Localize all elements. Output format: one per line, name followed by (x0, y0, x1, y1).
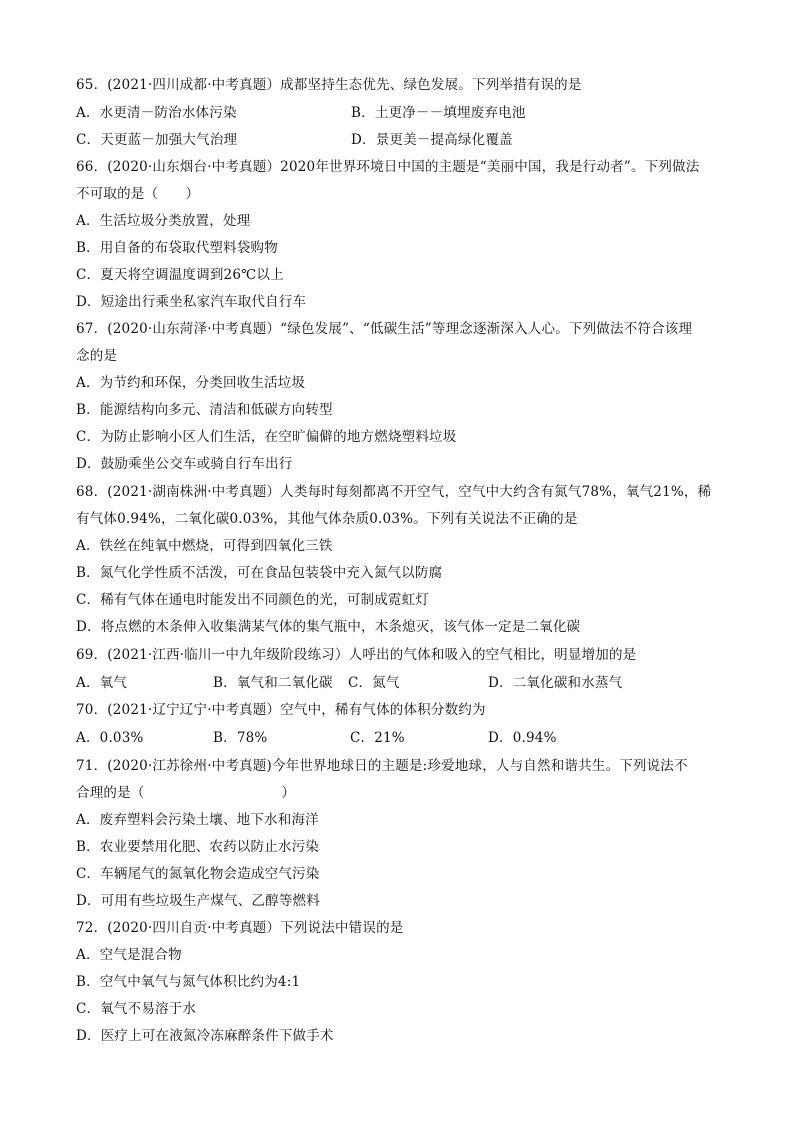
question-67-option-b: B．能源结构向多元、清洁和低碳方向转型 (76, 402, 333, 418)
question-65-stem: 65．(2021·四川成都·中考真题）成都坚持生态优先、绿色发展。下列举措有误的是 (76, 77, 582, 93)
question-65-options-row-1 (76, 102, 724, 124)
question-66-stem-line-2: 不可取的是（ ） (76, 186, 200, 202)
question-65-option-c: C．天更蓝－加强大气治理 (76, 132, 238, 148)
question-67-option-c: C．为防止影响小区人们生活，在空旷偏僻的地方燃烧塑料垃圾 (76, 429, 457, 445)
question-71-option-a: A．废弃塑料会污染土壤、地下水和海洋 (76, 812, 319, 828)
question-71-option-d: D．可用有些垃圾生产煤气、乙醇等燃料 (76, 893, 320, 909)
question-68-option-b: B．氮气化学性质不活泼，可在食品包装袋中充入氮气以防腐 (76, 565, 443, 581)
question-72-stem: 72．(2020·四川自贡·中考真题）下列说法中错误的是 (76, 920, 404, 936)
question-67-option-a: A．为节约和环保，分类回收生活垃圾 (76, 375, 306, 391)
question-69-option-b: B．氧气和二氧化碳 (213, 675, 333, 691)
question-71-option-c: C．车辆尾气的氮氧化物会造成空气污染 (76, 866, 320, 882)
question-69-options-row (76, 672, 724, 694)
question-70-stem: 70．(2021·辽宁辽宁·中考真题）空气中，稀有气体的体积分数约为 (76, 702, 486, 718)
question-69-option-a: A．氧气 (76, 675, 128, 691)
question-65-options-row-2 (76, 129, 724, 151)
question-65-option-d: D．景更美－提高绿化覆盖 (351, 132, 513, 148)
question-71-option-b: B．农业要禁用化肥、农药以防止水污染 (76, 839, 320, 855)
question-68-option-a: A．铁丝在纯氧中燃烧，可得到四氧化三铁 (76, 538, 333, 554)
question-67-option-d: D．鼓励乘坐公交车或骑自行车出行 (76, 456, 293, 472)
question-69-stem: 69．(2021·江西·临川一中九年级阶段练习）人呼出的气体和吸入的空气相比，明显增加的是 (76, 647, 637, 663)
question-67-stem-line-2: 念的是 (76, 348, 118, 364)
question-71-stem-line-1: 71．(2020·江苏徐州·中考真题)今年世界地球日的主题是:珍爱地球，人与自然和谐共生。下列说法不 (76, 758, 688, 774)
question-72-option-b: B．空气中氧气与氮气体积比约为4:1 (76, 974, 301, 990)
question-70-option-c: C．21% (350, 730, 405, 746)
question-72-option-c: C．氧气不易溶于水 (76, 1001, 197, 1017)
question-69-option-c: C．氮气 (348, 675, 400, 691)
question-66-option-a: A．生活垃圾分类放置，处理 (76, 213, 251, 229)
question-65-option-b: B．土更净－－填埋废弃电池 (351, 105, 526, 121)
question-66-option-d: D．短途出行乘坐私家汽车取代自行车 (76, 294, 307, 310)
question-65-option-a: A．水更清－防治水体污染 (76, 105, 237, 121)
question-72-option-d: D．医疗上可在液氮冷冻麻醉条件下做手术 (76, 1028, 334, 1044)
question-70-option-a: A．0.03% (76, 730, 144, 746)
question-66-stem-line-1: 66．(2020·山东烟台·中考真题）2020年世界环境日中国的主题是“美丽中国，我是行动者”。下列做法 (76, 159, 700, 175)
question-68-stem-line-1: 68．(2021·湖南株洲·中考真题）人类每时每刻都离不开空气，空气中大约含有氮气78%，氧气21%，稀 (76, 484, 712, 500)
question-68-stem-line-2: 有气体0.94%，二氧化碳0.03%，其他气体杂质0.03%。下列有关说法不正确的是 (76, 511, 578, 527)
question-71-stem-line-2: 合理的是（ ） (76, 785, 296, 801)
question-68-option-c: C．稀有气体在通电时能发出不同颜色的光，可制成霓虹灯 (76, 592, 430, 608)
question-70-option-b: B．78% (213, 730, 268, 746)
question-68-option-d: D．将点燃的木条伸入收集满某气体的集气瓶中，木条熄灭，该气体一定是二氧化碳 (76, 619, 581, 635)
question-66-option-c: C．夏天将空调温度调到26℃以上 (76, 267, 284, 283)
question-72-option-a: A．空气是混合物 (76, 947, 182, 963)
question-66-option-b: B．用自备的布袋取代塑料袋购物 (76, 240, 278, 256)
question-67-stem-line-1: 67．(2020·山东菏泽·中考真题）“绿色发展”、“低碳生活”等理念逐渐深入人心。下列做法不符合该理 (76, 321, 693, 337)
question-70-option-d: D．0.94% (488, 730, 557, 746)
question-70-options-row (76, 727, 724, 749)
question-69-option-d: D．二氧化碳和水蒸气 (488, 675, 623, 691)
